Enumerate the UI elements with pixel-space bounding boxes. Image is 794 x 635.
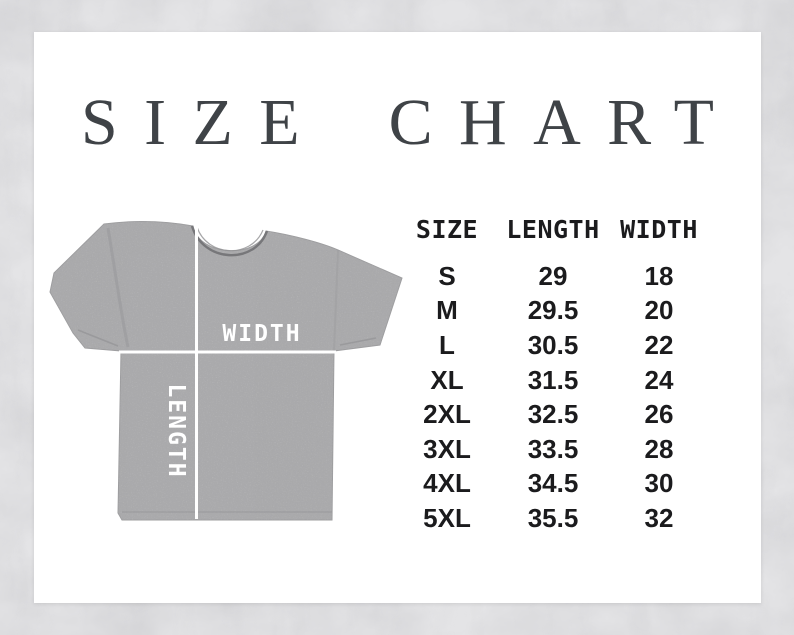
- table-row: [394, 259, 712, 294]
- size-cell: M: [436, 295, 458, 326]
- size-cell: 3XL: [423, 433, 471, 464]
- header-size: SIZE: [415, 214, 479, 244]
- size-cell: 4XL: [423, 468, 471, 499]
- table-row: [394, 397, 712, 432]
- length-cell: 29: [538, 260, 568, 291]
- width-cell: 20: [644, 295, 674, 326]
- table-row: [394, 363, 712, 398]
- length-cell: 35.5: [527, 502, 579, 533]
- size-table: [394, 210, 712, 536]
- shirt-width-label: WIDTH: [222, 321, 302, 347]
- size-table-rows: [394, 259, 712, 536]
- tshirt-image: [34, 210, 420, 540]
- length-cell: 30.5: [527, 329, 579, 360]
- width-cell: 22: [644, 329, 674, 360]
- width-cell: 30: [644, 468, 674, 499]
- width-cell: 28: [644, 433, 674, 464]
- width-cell: 26: [644, 399, 674, 430]
- size-cell: S: [438, 260, 456, 291]
- width-cell: 18: [644, 260, 674, 291]
- header-width: WIDTH: [620, 214, 698, 244]
- length-cell: 32.5: [527, 399, 579, 430]
- size-cell: 2XL: [423, 399, 471, 430]
- length-cell: 34.5: [527, 468, 579, 499]
- table-row: [394, 432, 712, 467]
- table-row: [394, 294, 712, 329]
- table-row: [394, 501, 712, 536]
- header-length: LENGTH: [506, 214, 600, 244]
- size-cell: L: [439, 329, 455, 360]
- width-cell: 32: [644, 502, 674, 533]
- length-cell: 33.5: [527, 433, 579, 464]
- chart-card: [34, 32, 761, 603]
- size-cell: 5XL: [423, 502, 471, 533]
- length-cell: 31.5: [527, 364, 579, 395]
- shirt-length-label: LENGTH: [163, 383, 189, 479]
- page-title: SIZE CHART: [81, 86, 741, 159]
- table-row: [394, 467, 712, 502]
- length-cell: 29.5: [527, 295, 579, 326]
- table-row: [394, 328, 712, 363]
- width-cell: 24: [644, 364, 674, 395]
- size-cell: XL: [430, 364, 464, 395]
- size-table-header: [394, 210, 712, 248]
